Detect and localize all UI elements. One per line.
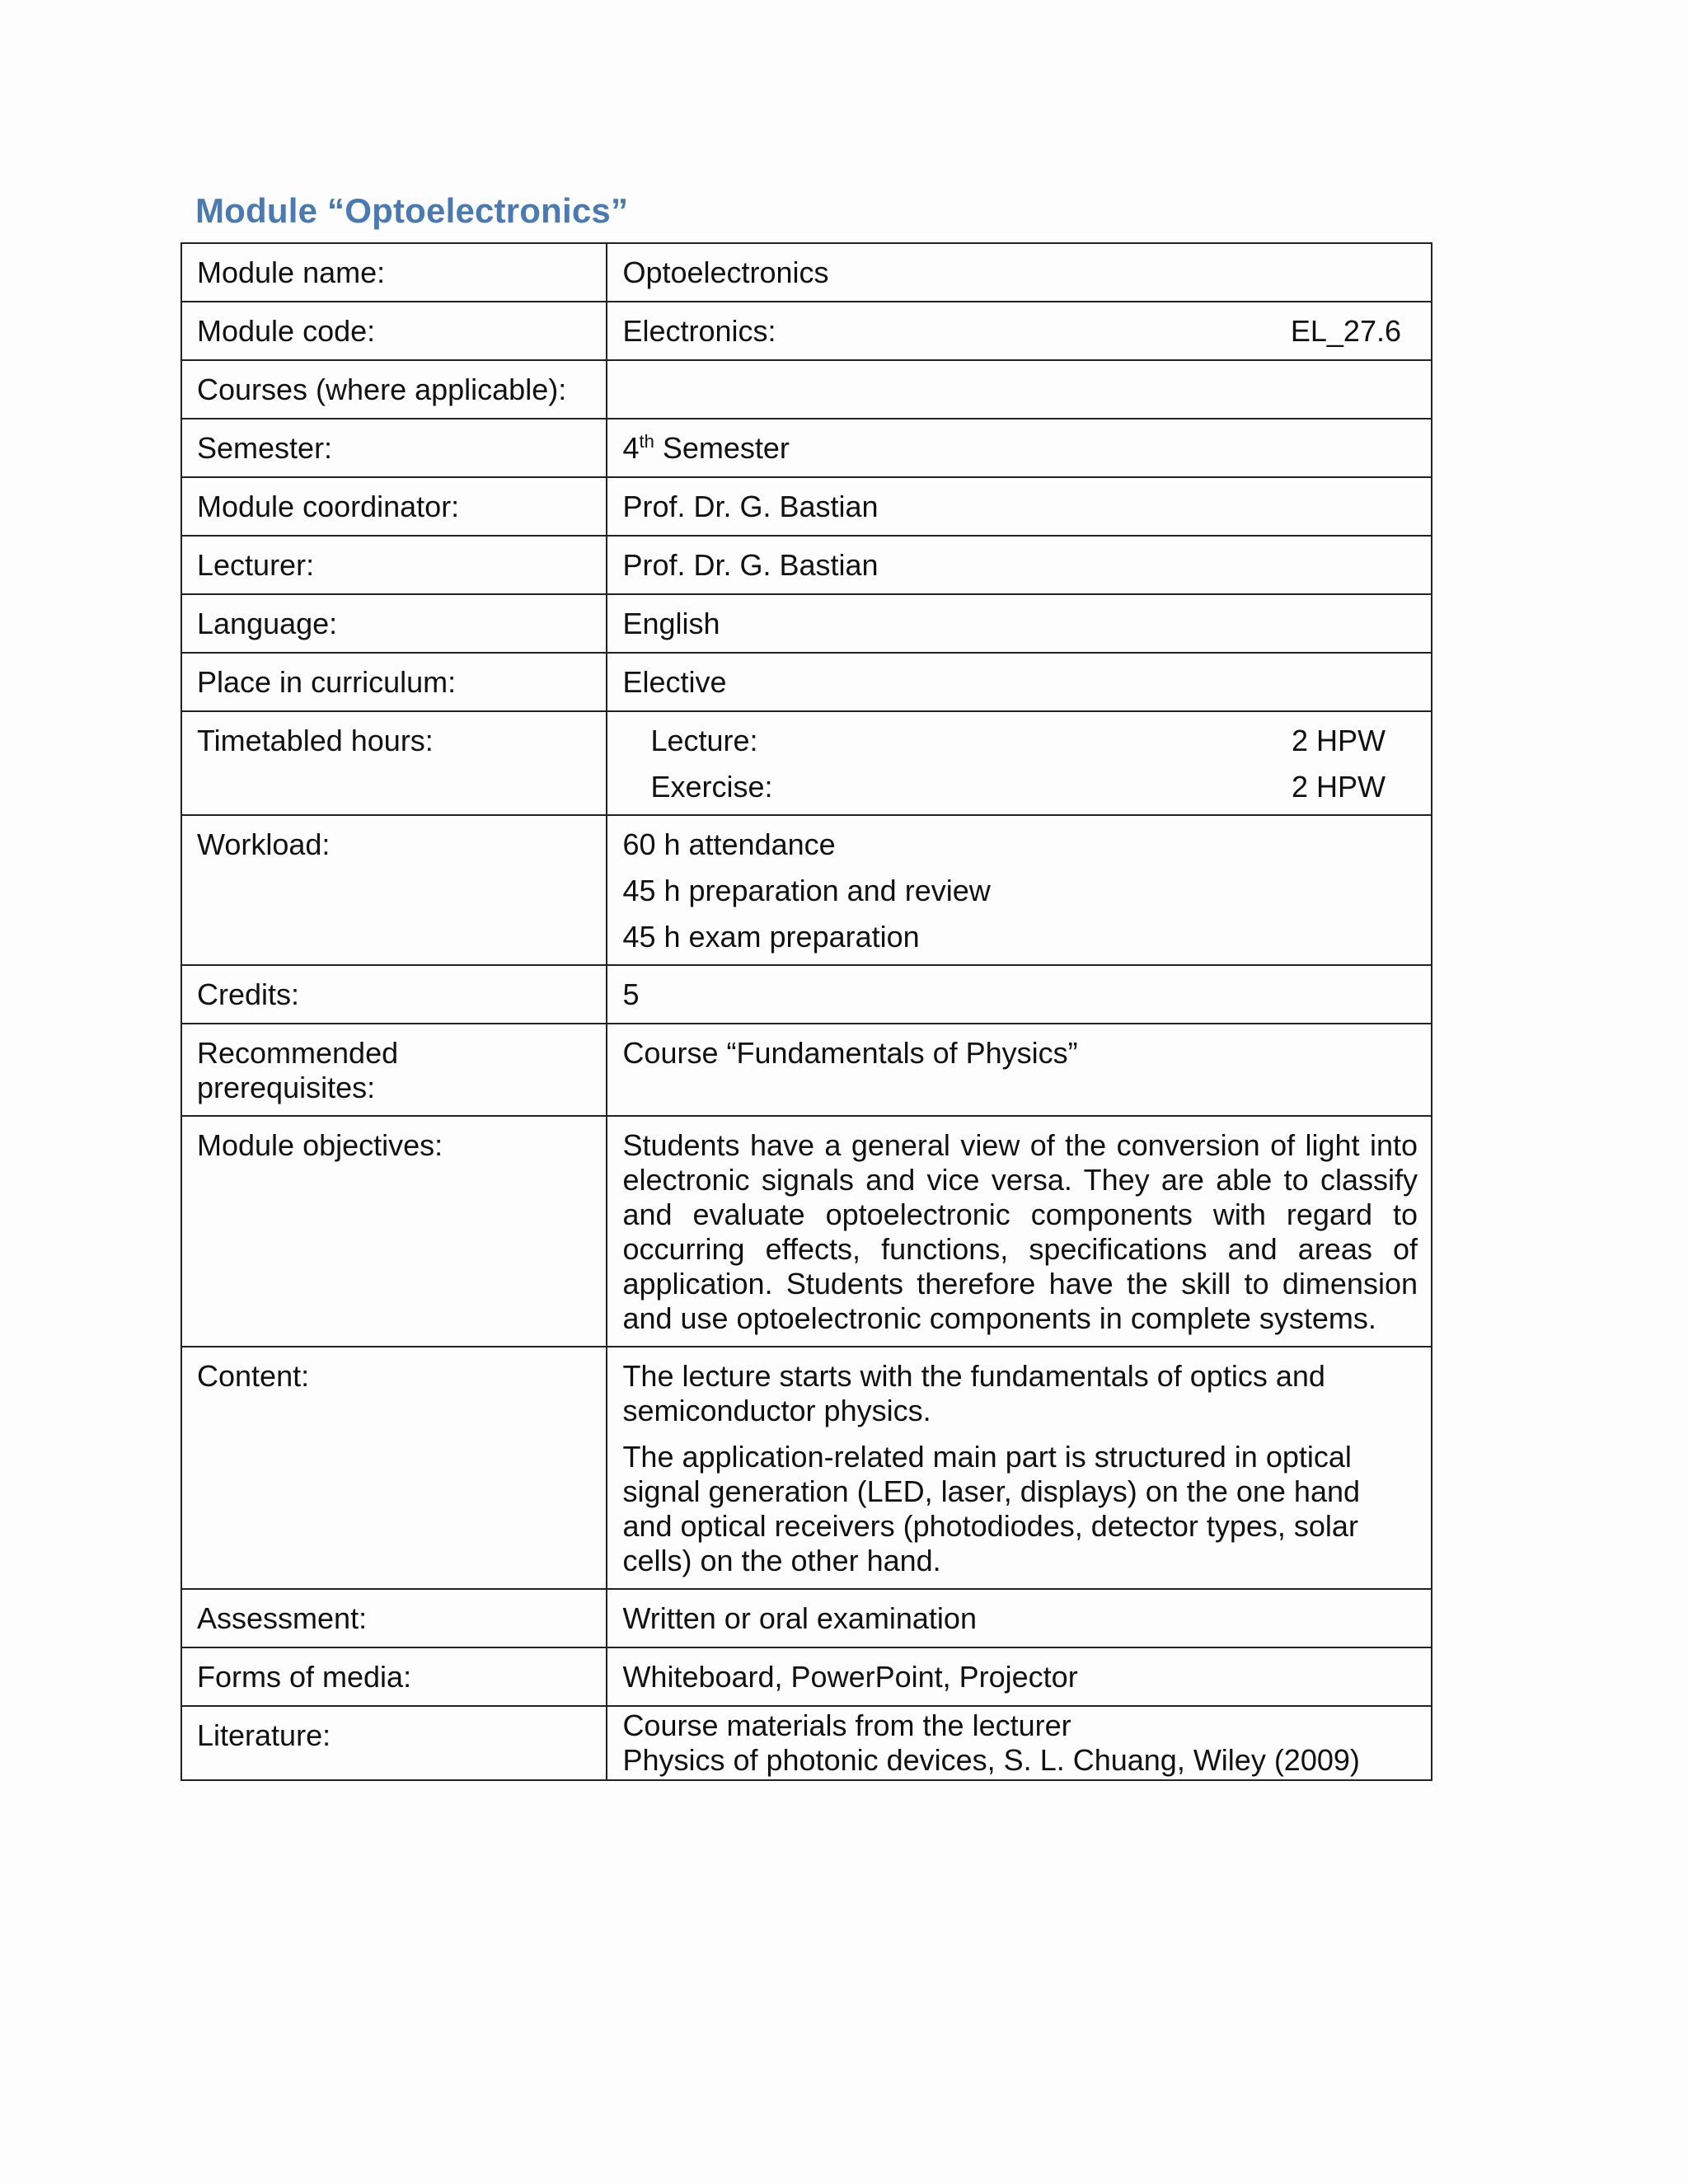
label-content: Content: (181, 1347, 607, 1589)
value-hours (607, 711, 1432, 815)
label-module-name: Module name: (181, 243, 607, 302)
label-literature: Literature: (181, 1706, 607, 1780)
value-workload (607, 815, 1432, 965)
row-lecturer (181, 536, 1432, 594)
value-language: English (607, 594, 1432, 653)
value-media: Whiteboard, PowerPoint, Projector (607, 1647, 1432, 1706)
label-language: Language: (181, 594, 607, 653)
prerequisites-label-line1: Recommended (197, 1036, 399, 1070)
row-module-name (181, 243, 1432, 302)
label-courses: Courses (where applicable): (181, 360, 607, 419)
semester-number: 4 (622, 431, 640, 465)
label-media: Forms of media: (181, 1647, 607, 1706)
semester-word: Semester (662, 431, 790, 465)
literature-item: Course materials from the lecturer (622, 1708, 1071, 1742)
row-workload (181, 815, 1432, 965)
label-objectives: Module objectives: (181, 1116, 607, 1347)
row-content (181, 1347, 1432, 1589)
row-language (181, 594, 1432, 653)
row-credits (181, 965, 1432, 1024)
row-literature (181, 1706, 1432, 1780)
hours-lecture (622, 724, 1418, 758)
value-module-name: Optoelectronics (607, 243, 1432, 302)
content-paragraph: The application-related main part is structured in optical signal generation (LED, laser, displays) on the one hand and optical receivers (photodiodes, detector types, solar cells) on the other hand. (622, 1440, 1361, 1577)
value-courses (607, 360, 1432, 419)
prerequisites-label-line2: prerequisites: (197, 1071, 376, 1104)
row-coordinator (181, 477, 1432, 536)
row-prerequisites (181, 1024, 1432, 1116)
hours-lecture-value: 2 HPW (1291, 724, 1386, 757)
hours-lecture-label: Lecture: (650, 724, 758, 757)
workload-item: 60 h attendance (622, 827, 836, 861)
value-objectives: Students have a general view of the conversion of light into electronic signals and vice versa. They are able to classify and evaluate optoelectronic components with regard to occurring effects, functions, specifications and areas of application. Students therefore have the skill to dimension and use optoelectronic components in complete systems. (607, 1116, 1432, 1347)
workload-item: 45 h exam preparation (622, 920, 920, 954)
hours-exercise-label: Exercise: (650, 770, 773, 804)
module-code-number: EL_27.6 (1290, 314, 1401, 348)
row-objectives (181, 1116, 1432, 1347)
label-assessment: Assessment: (181, 1589, 607, 1647)
literature-item: Physics of photonic devices, S. L. Chuang, Wiley (2009) (622, 1743, 1360, 1777)
value-content (607, 1347, 1432, 1589)
value-curriculum: Elective (607, 653, 1432, 711)
value-literature (607, 1706, 1432, 1780)
label-prerequisites (181, 1024, 607, 1116)
row-media (181, 1647, 1432, 1706)
label-lecturer: Lecturer: (181, 536, 607, 594)
value-coordinator: Prof. Dr. G. Bastian (607, 477, 1432, 536)
workload-item: 45 h preparation and review (622, 874, 991, 907)
label-module-code: Module code: (181, 302, 607, 360)
row-semester (181, 419, 1432, 477)
value-semester (607, 419, 1432, 477)
page-title: Module “Optoelectronics” (195, 191, 629, 230)
value-lecturer: Prof. Dr. G. Bastian (607, 536, 1432, 594)
content-paragraph: The lecture starts with the fundamentals of optics and semiconductor physics. (622, 1359, 1325, 1427)
row-assessment (181, 1589, 1432, 1647)
label-curriculum: Place in curriculum: (181, 653, 607, 711)
row-courses (181, 360, 1432, 419)
semester-ordinal: th (639, 431, 654, 452)
value-credits: 5 (607, 965, 1432, 1024)
label-coordinator: Module coordinator: (181, 477, 607, 536)
module-code-subject: Electronics: (622, 314, 776, 348)
module-table (181, 242, 1432, 1781)
hours-exercise (622, 770, 1418, 804)
value-module-code (607, 302, 1432, 360)
label-credits: Credits: (181, 965, 607, 1024)
label-workload: Workload: (181, 815, 607, 965)
value-assessment: Written or oral examination (607, 1589, 1432, 1647)
row-module-code (181, 302, 1432, 360)
label-semester: Semester: (181, 419, 607, 477)
label-hours: Timetabled hours: (181, 711, 607, 815)
value-prerequisites: Course “Fundamentals of Physics” (607, 1024, 1432, 1116)
row-curriculum (181, 653, 1432, 711)
hours-exercise-value: 2 HPW (1291, 770, 1386, 804)
row-hours (181, 711, 1432, 815)
